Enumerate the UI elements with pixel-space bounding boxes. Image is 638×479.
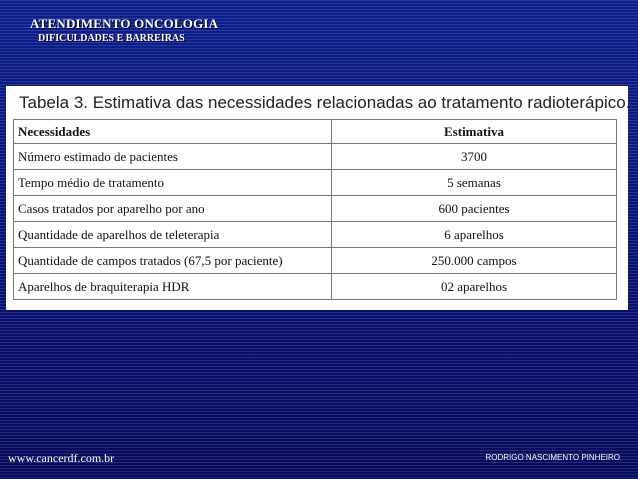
table-row xyxy=(14,222,617,248)
table-row xyxy=(14,144,617,170)
header-necessidades: Necessidades xyxy=(14,120,332,144)
table-image xyxy=(6,86,631,310)
slide-subtitle: DIFICULDADES E BARREIRAS xyxy=(38,33,185,44)
table-header-row xyxy=(14,120,617,144)
slide-title: ATENDIMENTO ONCOLOGIA xyxy=(30,16,219,31)
cell-estimativa: 3700 xyxy=(332,144,617,170)
cell-estimativa: 02 aparelhos xyxy=(332,274,617,300)
cell-necessidade: Casos tratados por aparelho por ano xyxy=(14,196,332,222)
cell-estimativa: 6 aparelhos xyxy=(332,222,617,248)
author-name: RODRIGO NASCIMENTO PINHEIRO xyxy=(485,453,620,462)
needs-table xyxy=(13,119,617,300)
cell-necessidade: Número estimado de pacientes xyxy=(14,144,332,170)
website-link[interactable]: www.cancerdf.com.br xyxy=(8,451,115,465)
cell-estimativa: 250.000 campos xyxy=(332,248,617,274)
table-row xyxy=(14,170,617,196)
table-row xyxy=(14,196,617,222)
cell-estimativa: 600 pacientes xyxy=(332,196,617,222)
cell-necessidade: Quantidade de aparelhos de teleterapia xyxy=(14,222,332,248)
table-row xyxy=(14,274,617,300)
cell-necessidade: Quantidade de campos tratados (67,5 por paciente) xyxy=(14,248,332,274)
cell-estimativa: 5 semanas xyxy=(332,170,617,196)
table-row xyxy=(14,248,617,274)
header-estimativa: Estimativa xyxy=(332,120,617,144)
table-caption: Tabela 3. Estimativa das necessidades relacionadas ao tratamento radioterápico. xyxy=(19,93,631,112)
slide-header xyxy=(30,16,218,44)
cell-necessidade: Tempo médio de tratamento xyxy=(14,170,332,196)
cell-necessidade: Aparelhos de braquiterapia HDR xyxy=(14,274,332,300)
